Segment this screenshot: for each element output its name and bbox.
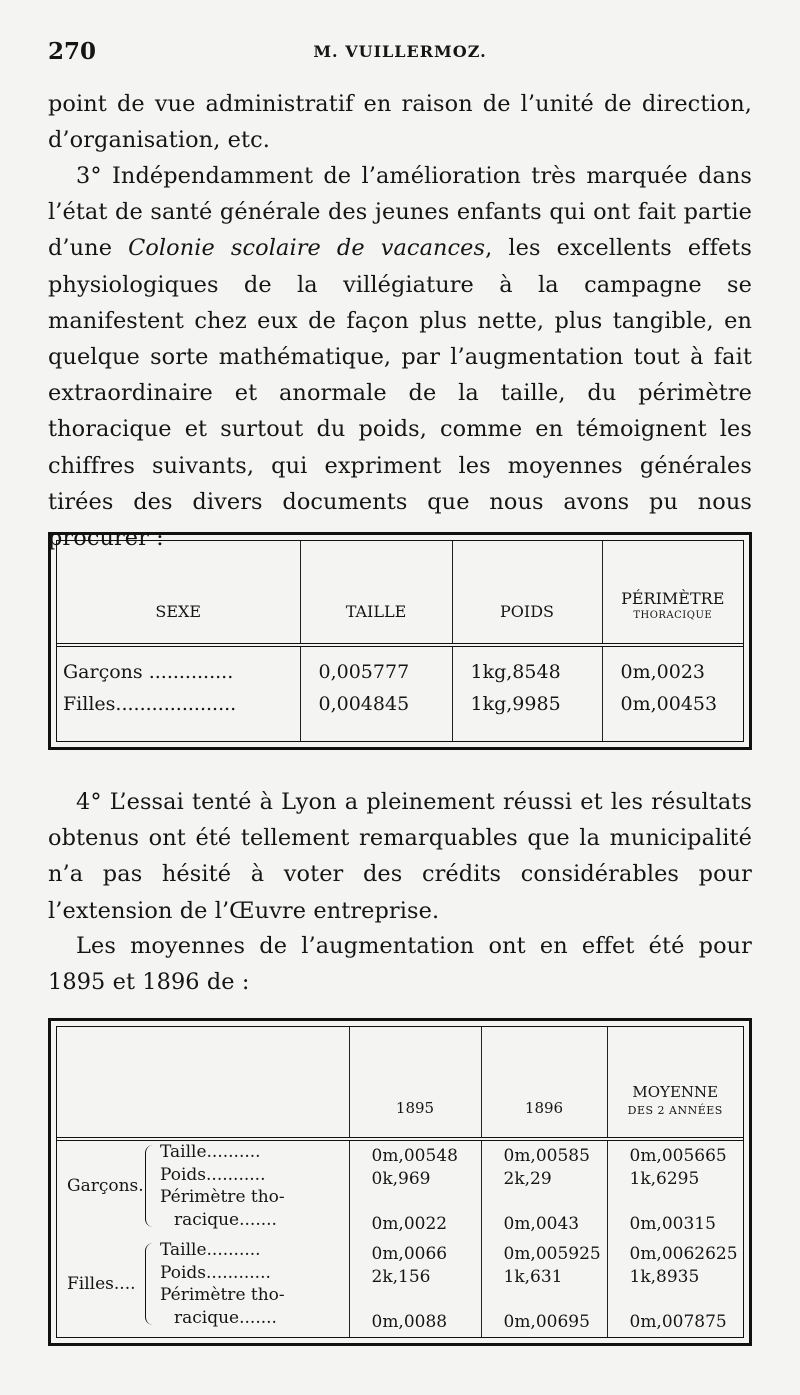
item-label: Périmètre tho- bbox=[160, 1187, 285, 1207]
cell-taille: 0,004845 bbox=[300, 687, 452, 741]
item-label: Taille.......... bbox=[160, 1142, 261, 1162]
cell-1895 bbox=[349, 1139, 481, 1239]
value: 0m,007875 bbox=[629, 1311, 727, 1332]
paragraph-2-part-2: , les excellents effets physiologiques de la villégiature à la campagne se manifestent chez eux de façon plus nette, plus tangible, en quelque sorte mathématique, par l’augmentation tout à fait extraordinaire et anormale de la taille, du périmètre thoracique et surtout du poids, comme en témoignent les chiffres suivants, qui expriment les moyennes générales tirées des divers documents que nous avons pu nous procurer : bbox=[48, 235, 752, 552]
paragraph-2 bbox=[48, 158, 752, 556]
cell-poids: 1kg,8548 bbox=[452, 645, 602, 687]
header-moyenne-sub: DES 2 ANNÉES bbox=[627, 1104, 723, 1117]
averages-table bbox=[48, 532, 752, 750]
cell-perimetre: 0m,0023 bbox=[602, 645, 743, 687]
paragraph-3: 4° L’essai tenté à Lyon a pleinement réussi et les résultats obtenus ont été tellement remarquables que la municipalité n’a pas hésité à voter des crédits considérables pour l’extension de l’Œuvre entreprise. bbox=[48, 789, 752, 924]
value: 0m,005665 bbox=[629, 1146, 727, 1166]
group-name: Filles.... bbox=[67, 1273, 136, 1294]
cell-moyenne bbox=[607, 1239, 743, 1337]
value bbox=[630, 1190, 738, 1213]
value: 1k,8935 bbox=[629, 1266, 700, 1287]
value bbox=[504, 1190, 601, 1213]
value: 2k,156 bbox=[371, 1266, 431, 1287]
colonie-title: Colonie scolaire de vacances bbox=[128, 235, 486, 262]
yearly-averages-table bbox=[48, 1018, 752, 1346]
header-poids: POIDS bbox=[452, 541, 602, 645]
value: 2k,29 bbox=[503, 1168, 552, 1189]
paragraph-4: Les moyennes de l’augmentation ont en effet été pour 1895 et 1896 de : bbox=[48, 933, 752, 996]
item-label: Poids............ bbox=[160, 1262, 271, 1283]
header-1895: 1895 bbox=[349, 1027, 481, 1139]
cell-perimetre: 0m,00453 bbox=[602, 687, 743, 741]
brace-icon bbox=[145, 1145, 158, 1227]
value: 0m,0022 bbox=[371, 1213, 448, 1234]
value: 1k,6295 bbox=[629, 1168, 700, 1189]
paragraph-1: point de vue administratif en raison de l’unité de direction, d’organisation, etc. bbox=[48, 91, 752, 154]
paragraph-2-part-1: 3° Indépendamment de l’amélioration très marquée dans l’état de santé générale des jeunes enfants qui ont fait partie d’une bbox=[48, 163, 752, 262]
header-perimetre bbox=[602, 541, 743, 645]
cell-1896 bbox=[481, 1139, 607, 1239]
header-taille: TAILLE bbox=[300, 541, 452, 645]
header-moyenne-label: MOYENNE bbox=[632, 1083, 719, 1101]
item-label: racique....... bbox=[174, 1209, 277, 1230]
yearly-averages-grid bbox=[57, 1027, 743, 1337]
value: 0k,969 bbox=[371, 1168, 431, 1189]
value: 1k,631 bbox=[503, 1266, 563, 1287]
value: 0m,005925 bbox=[503, 1244, 601, 1265]
averages-table-grid bbox=[57, 541, 743, 741]
value: 0m,0043 bbox=[503, 1213, 580, 1234]
cell-moyenne bbox=[607, 1139, 743, 1239]
table-row bbox=[57, 645, 743, 687]
cell-taille: 0,005777 bbox=[300, 645, 452, 687]
page-number: 270 bbox=[48, 38, 97, 65]
value bbox=[372, 1190, 475, 1213]
value: 0m,00315 bbox=[629, 1213, 716, 1234]
value: 0m,0062625 bbox=[629, 1244, 738, 1265]
item-label: Taille.......... bbox=[160, 1240, 261, 1261]
group-cell bbox=[57, 1239, 349, 1337]
running-title: M. VUILLERMOZ. bbox=[313, 42, 487, 61]
row-label: Garçons .............. bbox=[63, 661, 234, 683]
row-label: Filles.................... bbox=[63, 693, 237, 715]
value bbox=[504, 1288, 601, 1311]
table-row-filles bbox=[57, 1239, 743, 1337]
item-label: Poids........... bbox=[160, 1164, 266, 1185]
item-label: Périmètre tho- bbox=[160, 1285, 285, 1306]
table-row bbox=[57, 687, 743, 741]
value bbox=[372, 1288, 475, 1311]
item-label: racique....... bbox=[174, 1307, 277, 1328]
header-perimetre-label: PÉRIMÈTRE bbox=[621, 589, 725, 608]
value: 0m,00585 bbox=[503, 1146, 590, 1166]
header-perimetre-sub: THORACIQUE bbox=[633, 610, 713, 621]
cell-poids: 1kg,9985 bbox=[452, 687, 602, 741]
header-moyenne bbox=[607, 1027, 743, 1139]
value: 0m,00695 bbox=[503, 1311, 590, 1332]
header-1896: 1896 bbox=[481, 1027, 607, 1139]
header-sexe: SEXE bbox=[57, 541, 300, 645]
value: 0m,0066 bbox=[371, 1244, 448, 1265]
brace-icon bbox=[145, 1243, 158, 1325]
header-blank bbox=[57, 1027, 349, 1139]
group-cell bbox=[57, 1139, 349, 1239]
value bbox=[630, 1288, 738, 1311]
value: 0m,0088 bbox=[371, 1311, 448, 1332]
table-row-garcons bbox=[57, 1139, 743, 1239]
cell-1895 bbox=[349, 1239, 481, 1337]
group-name: Garçons. bbox=[67, 1175, 144, 1196]
value: 0m,00548 bbox=[371, 1146, 458, 1166]
cell-1896 bbox=[481, 1239, 607, 1337]
running-header bbox=[48, 38, 752, 72]
